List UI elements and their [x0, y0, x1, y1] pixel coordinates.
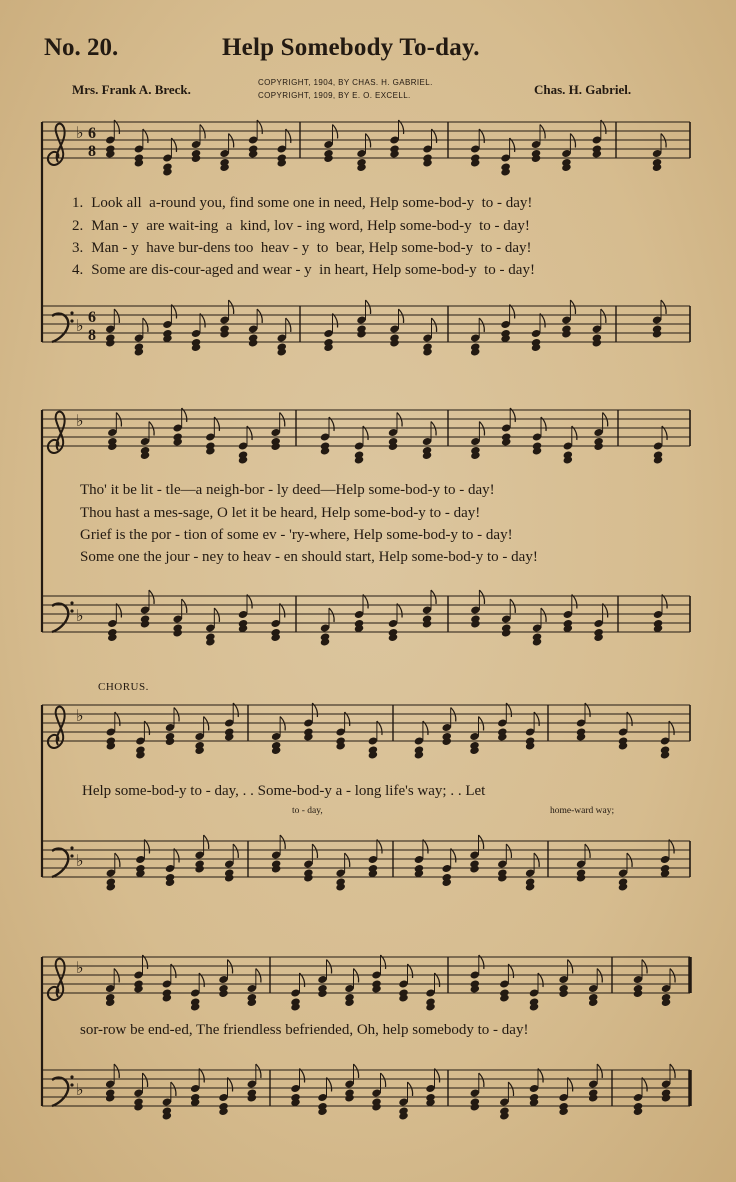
chorus-echo-2: home-ward way;	[550, 806, 615, 816]
hymn-number: No. 20.	[44, 34, 119, 61]
bass-flag	[171, 1082, 176, 1096]
verse-2-line-a: 2. Man - y are wait-ing a kind, lov - ing word, Help some-bod-y to - day!	[72, 218, 530, 234]
hymn-title: Help Somebody To-day.	[222, 34, 480, 61]
bass-flag	[435, 1069, 440, 1083]
bass-flag	[423, 840, 428, 854]
verse-2-line-b: Thou hast a mes-sage, O let it be heard, Help some-bod-y to - day!	[80, 505, 481, 521]
bass-flag	[408, 1082, 413, 1096]
bass-flag	[327, 1078, 332, 1092]
bass-flag	[214, 608, 219, 622]
bass-flag	[479, 1073, 484, 1087]
time-signature-top: 6	[88, 125, 96, 142]
bass-flag	[116, 604, 121, 618]
bass-flag	[597, 1064, 602, 1078]
bass-flag	[200, 314, 205, 328]
bass-flag	[627, 853, 632, 867]
bass-clef-dot	[70, 609, 73, 612]
flat-sign-icon: ♭	[76, 851, 84, 870]
verse-4-line-b: Some one the jour - ney to heav - en should start, Help some-bod-y to - day!	[80, 549, 538, 565]
lyricist-credit: Mrs. Frank A. Breck.	[72, 82, 191, 97]
bass-clef-dot	[70, 311, 73, 314]
treble-clef-icon	[48, 412, 65, 453]
verse-4-line-a: 4. Some are dis-cour-aged and wear - y in heart, Help some-bod-y to - day!	[72, 262, 535, 278]
flat-sign-icon: ♭	[76, 316, 84, 335]
bass-flag	[479, 835, 484, 849]
time-signature-bottom: 8	[88, 327, 96, 344]
flat-sign-icon: ♭	[76, 411, 84, 430]
bass-clef-icon	[52, 849, 68, 877]
bass-flag	[143, 1073, 148, 1087]
flat-sign-icon: ♭	[76, 1080, 84, 1099]
bass-flag	[669, 840, 674, 854]
verse-3-line-a: 3. Man - y have bur-dens too heav - y to bear, Help some-bod-y to - day!	[72, 240, 532, 256]
bass-flag	[143, 318, 148, 332]
bass-flag	[570, 300, 575, 314]
bass-flag	[182, 599, 187, 613]
bass-flag	[603, 604, 608, 618]
bass-flag	[229, 300, 234, 314]
bass-clef-icon	[52, 314, 68, 342]
copyright-line-2: COPYRIGHT, 1909, BY E. O. EXCELL.	[258, 91, 411, 100]
bass-flag	[508, 1082, 513, 1096]
bass-flag	[300, 1069, 305, 1083]
flat-sign-icon: ♭	[76, 958, 84, 977]
bass-flag	[354, 1064, 359, 1078]
bass-flag	[510, 305, 515, 319]
bass-flag	[115, 853, 120, 867]
bass-flag	[312, 844, 317, 858]
bass-flag	[366, 300, 371, 314]
bass-clef-dot	[70, 1075, 73, 1078]
bass-flag	[538, 1069, 543, 1083]
bass-flag	[174, 849, 179, 863]
bass-flag	[199, 1069, 204, 1083]
bass-flag	[585, 844, 590, 858]
time-signature-bottom: 8	[88, 143, 96, 160]
bass-flag	[171, 305, 176, 319]
bass-flag	[662, 595, 667, 609]
bass-flag	[451, 849, 456, 863]
flat-sign-icon: ♭	[76, 123, 84, 142]
bass-flag	[479, 318, 484, 332]
treble-clef-icon	[48, 124, 65, 165]
bass-flag	[149, 590, 154, 604]
chorus-line-2: sor-row be end-ed, The friendless befriended, Oh, help somebody to - day!	[80, 1022, 529, 1038]
bass-flag	[329, 608, 334, 622]
bass-flag	[670, 1064, 675, 1078]
bass-flag	[540, 314, 545, 328]
bass-flag	[286, 318, 291, 332]
bass-flag	[601, 309, 606, 323]
bass-flag	[399, 309, 404, 323]
bass-clef-dot	[70, 1083, 73, 1086]
bass-flag	[572, 595, 577, 609]
bass-flag	[144, 840, 149, 854]
bass-flag	[432, 318, 437, 332]
bass-flag	[247, 595, 252, 609]
bass-clef-icon	[52, 604, 68, 632]
time-signature-top: 6	[88, 309, 96, 326]
bass-clef-dot	[70, 854, 73, 857]
bass-flag	[114, 309, 119, 323]
bass-flag	[510, 599, 515, 613]
verse-1-line-b: Tho' it be lit - tle—a neigh-bor - ly deed—Help some-bod-y to - day!	[80, 482, 495, 498]
treble-clef-icon	[48, 707, 65, 748]
bass-flag	[431, 590, 436, 604]
chorus-label: CHORUS.	[98, 681, 149, 693]
bass-flag	[381, 1073, 386, 1087]
bass-flag	[280, 835, 285, 849]
bass-flag	[642, 1078, 647, 1092]
bass-flag	[228, 1078, 233, 1092]
treble-clef-icon	[48, 959, 65, 1000]
bass-flag	[363, 595, 368, 609]
bass-clef-dot	[70, 319, 73, 322]
verse-3-line-b: Grief is the por - tion of some ev - 'ry-where, Help some-bod-y to - day!	[80, 527, 513, 543]
bass-flag	[479, 590, 484, 604]
chorus-echo-1: to - day,	[292, 806, 323, 816]
composer-credit: Chas. H. Gabriel.	[534, 82, 632, 97]
bass-flag	[280, 604, 285, 618]
bass-flag	[506, 844, 511, 858]
bass-flag	[256, 1064, 261, 1078]
bass-flag	[661, 300, 666, 314]
flat-sign-icon: ♭	[76, 606, 84, 625]
bass-clef-icon	[52, 1078, 68, 1106]
bass-clef-dot	[70, 846, 73, 849]
bass-flag	[568, 1078, 573, 1092]
bass-flag	[345, 853, 350, 867]
bass-flag	[257, 309, 262, 323]
chorus-line-1: Help some-bod-y to - day, . . Some-bod-y a - long life's way; . . Let	[82, 783, 486, 799]
bass-flag	[377, 840, 382, 854]
bass-flag	[114, 1064, 119, 1078]
bass-flag	[333, 314, 338, 328]
verse-1-line-a: 1. Look all a-round you, find some one in need, Help some-bod-y to - day!	[72, 195, 533, 211]
bass-flag	[204, 835, 209, 849]
copyright-line-1: COPYRIGHT, 1904, BY CHAS. H. GABRIEL.	[258, 78, 433, 87]
bass-flag	[541, 608, 546, 622]
flat-sign-icon: ♭	[76, 706, 84, 725]
bass-flag	[233, 844, 238, 858]
bass-flag	[534, 853, 539, 867]
bass-flag	[397, 604, 402, 618]
bass-clef-dot	[70, 601, 73, 604]
